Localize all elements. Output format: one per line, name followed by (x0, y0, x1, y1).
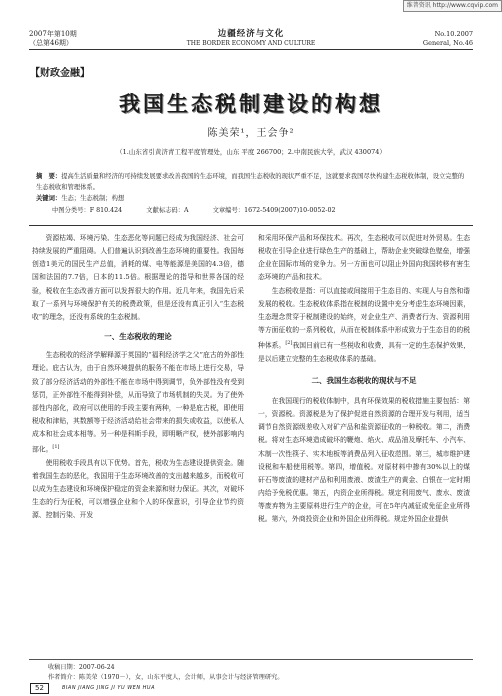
page-journal-name: BIAN JIANG JING JI YU WEN HUA (62, 685, 155, 691)
issue-line: 2007年第10期 (29, 30, 77, 38)
keywords (36, 193, 466, 204)
footnote-rule (29, 659, 473, 660)
article-title: 我国生态税制建设的构想 (119, 92, 383, 116)
issue-info-en (423, 30, 473, 48)
journal-name-en: THE BORDER ECONOMY AND CULTURE (186, 40, 316, 47)
received-date: 收稿日期：2007-06-24 (48, 664, 115, 671)
paragraph-text: 生态税收是指：可以直接或间接用于生态目的、实现人与自然和谐发展的税收。生态税收体系指在税制的设置中充分考虑生态环境因素，生态理念贯穿于税制建设的始终，对企业生产、消费者行为、资源利用等方面征收的一系列税收，从而在税制体系中形成致力于生态目的的税种体系。 (258, 286, 470, 350)
issue-number-en: No.10.2007 (434, 30, 473, 38)
article-number: 文章编号：1672-5409(2007)10-0052-02 (212, 207, 336, 214)
abstract-rule (29, 225, 473, 226)
document-code: 文献标志码：A (146, 207, 189, 214)
header-rule (29, 49, 473, 50)
reference-mark: [1] (52, 444, 60, 451)
paragraph: 资源枯竭、环境污染、生态恶化等问题已经成为我国经济、社会可持续发展的严重阻碍。人们普遍认识到改善生态环境的重要性。我国每创造1美元的国民生产总值，消耗的煤、电等能源是美国的4.3倍，德国和法国的7.7倍，日本的11.5倍。根据理论的指导和世界各国的经验，税收在生态改善方面可以发挥很大的作用。近几年来，我国先后采取了一系列与环境保护有关的税费政策，但是还没有真正引入“生态税收”的理念，还没有系统的生态税制。 (32, 234, 244, 321)
footnote (48, 663, 283, 683)
author-bio: 作者简介：陈美荣（1970－），女，山东平度人，会计师，从事会计与经济管理研究。 (48, 674, 284, 681)
paragraph-text: 生态税收的经济学解释源于英国的“福利经济学之父”庇古的外部性理论。庇古认为，由于自然环境提供的服务不能在市场上进行交易，导致了部分经济活动的外部性不能在市场中得到调节，负外部性没有受到惩罚，正外部性不能得到补偿，从而导致了市场机制的失灵。为了使外部性内部化，政府可以使用的手段主要有两种，一种是庇古税，即使用税收和津贴，其数额等于经济活动给社会带来的损失或收益，以使私人成本和社会成本相等。另一种是科斯手段，即明晰产权，使外部影响内部化。 (32, 351, 244, 454)
section-heading-2: 二、我国生态税收的现状与不足 (311, 375, 417, 385)
authors: 陈美荣¹，王会争² (207, 128, 295, 139)
section-tag: 【财政金融】 (30, 68, 90, 79)
abstract (36, 171, 466, 193)
journal-name-cn: 边疆经济与文化 (217, 29, 285, 39)
keywords-text: 生态；生态税制；构想 (61, 195, 125, 202)
section-heading-1: 一、生态税收的理论 (104, 332, 172, 342)
clc-number: 中图分类号：F 810.424 (52, 207, 123, 214)
page-number: 52 (30, 683, 49, 694)
paragraph (32, 349, 244, 457)
left-column (32, 232, 244, 523)
right-column (258, 232, 470, 527)
abstract-block (36, 171, 466, 204)
abstract-text: 提高生活质量和经济的可持续发展要求改善我国的生态环境，而我国生态税收的现状严重不足，这就要求我国尽快构建生态税收体制，设立完整的生态税收和管理体系。 (36, 173, 465, 191)
total-issue-line: （总第46期） (29, 39, 73, 47)
general-number-en: General, No.46 (422, 39, 473, 47)
affiliation: （1.山东省引黄济青工程平度管理处，山东 平度 266700；2.中南民族大学，武汉 430074） (116, 148, 386, 156)
paragraph: 在我国现行的税收体制中，具有环保效果的税收措施主要包括：第一，资源税。资源税是为了保护促进自然资源的合理开发与利用，适当调节自然资源级差收入对矿产品和盐资源征收的一种税收。第二，消费税。将对生态环境造成破坏的鞭炮、焰火、成品油及摩托车、小汽车、木制一次性筷子、实木地板等消费品列入征收范围。第三，城市维护建设税和车船使用税等。第四，增值税。对原材料中掺有30%以上的煤矸石等废渣的建材产品和利用废液、废渣生产的黄金、白银在一定时期内给予免税优惠。第五，内资企业所得税。规定利用废气、废水、废渣等废弃物为主要原料进行生产的企业，可在5年内减征或免征企业所得税。第六，外商投资企业和外国企业所得税。规定外国企业提供 (258, 396, 470, 524)
paragraph (258, 285, 470, 366)
abstract-label: 摘 要： (36, 173, 62, 180)
paragraph-text: 我国目前已有一些税收和收费，具有一定的生态保护效果，是以后建立完整的生态税收体系的基础。 (258, 341, 471, 363)
watermark: 维普资讯 http://www.cqvip.com (403, 0, 502, 12)
paragraph: 使用税收手段具有以下优势。首先，税收为生态建设提供资金。随着我国生态的恶化，我国用于生态环境改善的支出越来越多，而税收可以成为生态建设和环境保护稳定的资金来源和财力保证。其次，对破坏生态的行为征税，可以增强企业和个人的环保意识，引导企业节约资源、控制污染、开发 (32, 458, 244, 520)
paragraph: 和采用环保产品和环保技术。再次，生态税收可以促进对外贸易。生态税收在引导企业进行绿色生产的基础上，帮助企业突破绿色壁垒，增强企业在国际市场的竞争力。另一方面也可以阻止外国向我国转移有害生态环境的产品和技术。 (258, 234, 470, 282)
keywords-label: 关键词： (36, 195, 62, 202)
classification-line (52, 205, 357, 214)
reference-mark: [2] (285, 340, 293, 347)
